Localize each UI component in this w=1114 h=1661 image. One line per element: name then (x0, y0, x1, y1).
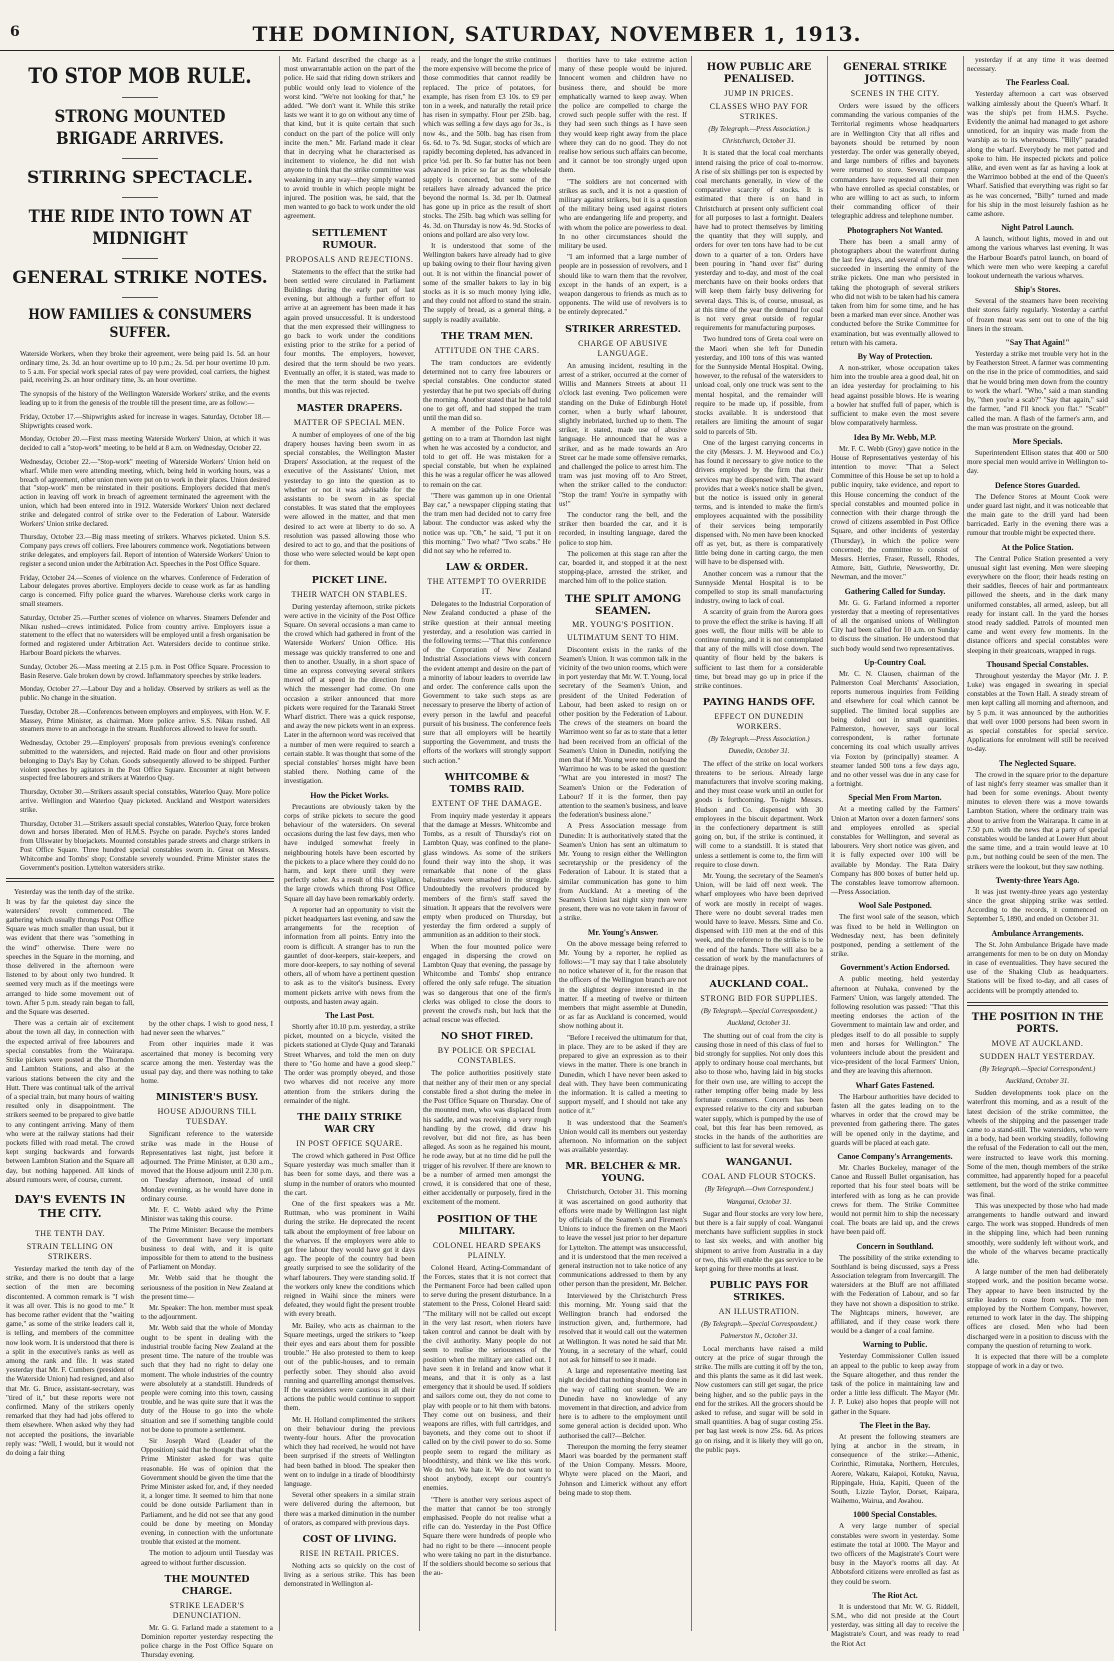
synopsis-entry: Tuesday, October 28.—Conferences between employers and employees, with Hon. W. F. Massey, Prime Minister, as chairman. More police arrive. S.S. Nikau rushed. All steamers move to an anchorage in the stream. Rushforces allowed to leave for south. (20, 707, 270, 734)
headline: THE RIDE INTO TOWN AT MIDNIGHT (28, 207, 252, 249)
synopsis-entry: Wednesday, October 22.—"Stop-work" meeting of Waterside Workers' Union held on wharf. While men were attending meeting, which, being held in working hours, was a breach of agreement, other union men were put on to work in their places. Union desired that "stop-work" men be reinstated in their positions. Employers decided that men's action in leaving off work in breach of agreement terminated the agreement with the union, which had been entered into in 1912. Waterside Workers' Union next declared strike and delegated control of strike over to the Federation of Labour. Waterside Workers' Union strike declared. (20, 457, 270, 528)
article-paragraph: Waterside Workers, when they broke their agreement, were being paid 1s. 5d. an hour ordinary time, 2s. 3d. an hour overtime up to 10 p.m.; 2s. 5d. per hour overtime 10 p.m. to 5 a.m. For special work special rates of pay were provided, coal carriers, the highest paid, receiving 2s. an hour ordinary time, 3s. an hour overtime. (20, 350, 270, 385)
subheading: THE TENTH DAY. (34, 1228, 106, 1238)
article-paragraph: It is understood that Mr. W. G. Riddell, S.M., who did not preside at the Court yesterday, was sitting all day to receive the Magistrate's Court, and was ready to read the Riot Act (831, 1602, 959, 1648)
subheading: SUDDEN HALT YESTERDAY. (979, 1051, 1096, 1061)
column-7 (967, 56, 1108, 1631)
article-paragraph: Yesterday Commissioner Cullen issued an appeal to the public to keep away from the Square altogether, and thus render the task of the police in maintaining law and order a little less difficult. The Mayor (Mr. J. P. Luke) also hopes that people will not gather in the Square. (831, 1352, 959, 1416)
article-paragraph: A public meeting, held yesterday afternoon at Nuhaka, convened by the Farmers' Union, was largely attended. The following resolution was passed: "That this meeting endorses the action of the Government to maintain law and order, and pledges itself to do all possible to supply men and horses for Wellington." The volunteers include about the president and vice-president of the local Farmers' Union, and they are leaving this afternoon. (831, 975, 959, 1076)
subheading: Canoe Company's Arrangements. (837, 1151, 953, 1161)
article-paragraph: A non-striker, whose occupation takes him into the trouble area a good deal, hit on an idea yesterday for proclaiming to his head against possible blows. He is wearing a bowler hat stuffed full of paper, which is sufficient to make even the most severe blow comparatively harmless. (831, 364, 959, 428)
article-paragraph: Several of the steamers have been receiving their stores fairly regularly. Yesterday a cartful of frozen meat was sent out to one of the big liners in the stream. (967, 297, 1108, 333)
synopsis-entry: Monday, October 27.—Labour Day and a holiday. Observed by strikers as well as the public. No change in the situation. (20, 685, 270, 703)
article-paragraph: Christchurch, October 31. This morning it was ascertained on good authority that efforts were made by Wellington last night by officials of the Seamen's and Firemen's Unions to induce the firemen on the Maori to leave the vessel just prior to her departure for Lyttelton. The attempt was unsuccessful, and it is understood that the men received a general instruction not to take notice of any communications addressed to them by any other person than the president, Mr. Belcher. (559, 1188, 687, 1289)
article-paragraph: Discontent exists in the ranks of the Seamen's Union. It was common talk in the vicinity of the two union rooms, which were in port yesterday that Mr. W. T. Young, local secretary of the Seamen's Union, and president of the United Federation of Labour, had been asked to resign on or other position by the Federation of Labour. The crews of the steamers on board the Warrimoo went so far as to state that a letter had been received from an official of the Seamen's Union in Dunedin, notifying the men that if Mr. Young were not on board the Warrimoo he was to be asked the question: "What are you interested in most? The Seamen's Union or the Federation of Labour? If it is the former, then pay attention to the seamen's business, and leave the federation's business alone." (559, 645, 687, 820)
article-paragraph: The effect of the strike on local workers threatens to be serious. Already large manufacturers that involve scoring making, and they must cease work until an outlet for goods is forthcoming. To-night Messrs. Hudson and Co. dispensed with 30 employees in the biscuit department. Work in the confectionery department is still going on, but, if the strike is continued, it will come to a standstill. It is stated that unless a settlement is come to, the firm will require to close down. (695, 759, 823, 869)
subheading: PROPOSALS AND REJECTIONS. (285, 254, 414, 264)
column-rule (827, 56, 828, 1631)
article-paragraph: A large and representative meeting last night decided that nothing should be done in the way of calling out seamen. We are Dunedin have no knowledge of any movement in that direction, and advice from here is to adhere to the employment until some general action is decided upon. Who authorised the call?—Belcher. (559, 1367, 687, 1440)
byline: (By Telegraph.—Own Correspondent.) (704, 1185, 814, 1194)
article-paragraph: At present the following steamers are lying at anchor in the stream, in consequence of the strike:—Athenic, Corinthic, Rimutaka, Northern, Hercules, Aorere, Wakatu, Kaiapoi, Kotuku, Navua, Rippingale, Huia, Kapiti, Queen of the South, Lizzie Taylor, Dorset, Kaipara, Waihemo, Wairua, and Awahou. (831, 1432, 959, 1506)
subheading: ATTITUDE ON THE CARS. (434, 345, 540, 355)
article-paragraph: Interviewed by the Christchurch Press this morning, Mr. Young said that the Wellington branch had endorsed the instruction given, and, furthermore, had resolved that it would call out the watermen at Wellington. It was noted he said that Mr. Young, in a secretary of the wharf, could not ask for himself to see it made. (559, 1291, 687, 1364)
subheading: PAYING HANDS OFF. (702, 697, 816, 709)
article-paragraph: Precautions are obviously taken by the corps of strike pickets to secure the good behaviour of the watersiders. On several occasions during the last few days, men who have indulged somewhat freely in neighbouring hotels have been escorted by the pickets to a place where they could do no harm, and kept there until they were perfectly sober. As a result of this vigilance, the large crowds which throng Post Office Square all day have been remarkably orderly. (284, 802, 415, 903)
synopsis (10, 350, 270, 872)
dateline: Palmerston N., October 31. (720, 1332, 798, 1341)
article-paragraph: One of the largest carrying concerns in the city (Messrs. J. M. Heywood and Co.) has found it necessary to give notice to the drivers employed by the firm that their services may be dispensed with. The award provides that a week's notice shall be given, but the notice is issued only in general terms, and is intended to make the firm's employees acquainted with the possibility of their services being temporarily dispensed with. No men have been knocked off as yet, but, as there is comparatively little being done in carting cargo, the men will have to be dispensed with. (695, 438, 823, 567)
synopsis-entry: Thursday, October 30.—Strikers assault special constables, Waterloo Quay. More police arrive. Wellington and Waterloo Quay picketed. Auckland and Westport watersiders strike. (20, 788, 270, 814)
article-paragraph: by the other chaps. I wish to good ness, I had never seen the wharves." (141, 1020, 273, 1038)
article-paragraph: A launch, without lights, moved in and out among the various wharves last evening. It was the Harbour Board's patrol launch, on board of which were men who were keeping a careful lookout underneath the various wharves. (967, 235, 1108, 281)
subheading: The Riot Act. (872, 1590, 918, 1600)
subheading: MR. BELCHER & MR. YOUNG. (565, 1161, 681, 1185)
article-paragraph: The Defence Stores at Mount Cook were under guard last night, and it was noticeable that the main gate to the drill yard had been barricaded. Early in the evening there was a rumour that trouble might be expected there. (967, 492, 1108, 538)
article-paragraph: A number of employees of one of the big drapery houses having been sworn in as special constables, the Wellington Master Drapers' Association, at the request of the executive of the Assistants' Union, met yesterday to go into the question as to whether or not it was advisable for the assistants to be sworn in as special constables. It was stated that the employees were allowed in the matter, and that men desired to act were at liberty to do so. A resolution was passed allowing those who desired to act to go, and that the positions of those who were selected would be kept open for them. (284, 430, 415, 568)
article-paragraph: Local merchants have raised a mild outcry at the price of sugar through the strike. The mills are cutting it off by the ton, and this plants the same as it did last week. Now customers can still get sugar, the price being higher, and so the public pays in the end for the strikes. All the grocers should be asked to refuse, and sugar will be sold in small quantities. A bag of sugar costing 25s. per bag last week is now 25s. 6d. As prices go on rising, and it is likely they will go on, the public pays. (695, 1344, 823, 1454)
byline: (By Telegraph.—Press Association.) (708, 735, 810, 744)
subheading: "Say That Again!" (1005, 338, 1070, 348)
article-paragraph: The Prime Minister: Because the members of the Government have very important business to deal with, and it is quite impossible for them to attend to the business of Parliament on Monday. (141, 1226, 273, 1272)
subheading: At the Police Station. (1001, 542, 1074, 552)
subheading: STRONG BID FOR SUPPLIES. (700, 994, 818, 1004)
article-paragraph: "The soldiers are not concerned with strikes as such, and it is not a question of military against strikers, but it is a question of the military being used against rioters who are endangering life and property, and with whom the police are powerless to deal. In no other circumstances should the military be used. (559, 177, 687, 251)
divider (122, 197, 158, 198)
divider (6, 878, 274, 882)
article-paragraph: Mr. Farland described the charge as a most unwarrantable action on the part of the police. He said that riding down strikers and public would only lead to violence of the worst kind. "We're not looking for that," he added. "We don't want it. While this strike lasts we want it to go on without any time of that kind, but it is quite certain that such conduct on the part of the police will only incite the men." Mr. Farland made it clear that in decrying what he characterised as incitement to violence, he did not wish anyone to think that the strike committee was weakening in any way—they simply wanted to avoid trouble in which people might be injured. The position was, he said, that the men wanted to go back to work under the old agreement. (284, 56, 415, 221)
newspaper-title: THE DOMINION, SATURDAY, NOVEMBER 1, 1913. (252, 22, 862, 46)
subheading: THE ATTEMPT TO OVERRIDE IT. (427, 577, 547, 597)
article-paragraph: Thereupon the morning the ferry steamer Maori was boarded by the permanent staff of the Union Company. Messrs. Moore, Whyte were placed on the Maori, and Johnson and Limerick without any effort being made to stop them. (559, 1442, 687, 1497)
headline: HOW PUBLIC ARE PENALISED. (706, 62, 812, 85)
subheading: COST OF LIVING. (302, 1534, 397, 1546)
article-paragraph: The motion to adjourn until Tuesday was agreed to without further discussion. (141, 1549, 273, 1567)
article-paragraph: A very large number of special constables were sworn in yesterday. Some estimate the total at 1000. The Mayor and two officers of the Magistrate's Court were busy in the Mayor's rooms all day. At Abbotsford citizens were enrolled as fast as they could be sworn. (831, 1522, 959, 1586)
article-paragraph: Mr. F. C. Webb asked why the Prime Minister was taking this course. (141, 1206, 273, 1224)
article-paragraph: Several other speakers in a similar strain were delivered during the afternoon, but there was a marked diminution in the number of orators, as compared with previous days. (284, 1491, 415, 1527)
article-paragraph: Yesterday marked the tenth day of the strike, and there is no doubt that a large section of the men are becoming discontented. A common remark is "I wish it was all over. This is no good to me." It has become rather evident that the "waiting game," as some of the strike leaders call it, is telling, and members of the committee now look worn. It is understood that there is a split in the executive's ranks as well as among the rank and file. It was stated yesterday that Mr. F. Cumbers (president of the Waterside Union) had resigned, and also that Mr. G. Bruce, assistant-secretary, was "tired of it," but these reports were not confirmed. Many of the strikers openly remarked that they had had jobs offered to them elsewhere. When asked why they had not accepted the positions, the invariable reply was: "Well, I would, but it would not do doing a fair thing (6, 1264, 134, 1457)
dateline: Auckland, October 31. (727, 1019, 791, 1028)
subheading: The Fearless Coal. (1005, 78, 1070, 88)
article-paragraph: It is stated that the local coal merchants intend raising the price of coal to-morrow. A rise of six shillings per ton is expected by coal merchants generally, in view of the comparative scarcity of stocks. It is estimated that there is on hand in Christchurch at present only sufficient coal for all purposes to last a fortnight. Dealers have had to protect themselves by limiting the quantity that they will supply, and orders for over ten tons have had to be cut down to a quarter of a ton. Orders have been pouring in "hand over fist" during yesterday and to-day, and most of the coal merchants have on their books orders that will keep them fairly busy delivering for several days. This is, of course, unusual, as at this time of the year the demand for coal is not very great outside of regular requirements for manufacturing purposes. (695, 149, 823, 333)
article-paragraph: Significant reference to the waterside strike was made in the House of Representatives last night, just before it adjourned. The Prime Minister, at 0.30 a.m., moved that the House adjourn until 2.30 p.m. on Tuesday afternoon, instead of until Monday evening, as he would have done in ordinary course. (141, 1130, 273, 1203)
subheading: 1000 Special Constables. (853, 1510, 937, 1520)
subheading: Ambulance Arrangements. (991, 928, 1084, 938)
subheading: STRIKER ARRESTED. (565, 323, 681, 335)
article-paragraph: During yesterday afternoon, strike pickets were active in the vicinity of the Post Office Square. On several occasions a man came to the crowd which had gathered in front of the Waterside Workers' Union Office. His message was quickly transferred to one and then to another. Usually, in a short space of time an express conveying several strikers moved off at speed in the direction from which the messenger had come. On one occasion a striker announced that more pickets were required for the Taranaki Street Wharf district. There was a quick response, and away the new pickets went in an express. Later in the afternoon word was received that a number of men were required to search a certain stable. It was thought that some of the special constables' horses might have been stabled there. Nothing came of the investigation. (284, 602, 415, 786)
article-paragraph: thorities have to take extreme action many of these people would be injured. Innocent women and children have no business there, and should be more emphatically warned to keep away. When the police are compelled to charge the crowd such people suffer with the rest. If they had seen such things as I have seen they would keep right away from the place where they can do no good. They do not realise how serious such affairs can become, and it cannot be too strongly urged upon them. (559, 56, 687, 175)
subheading: How the Picket Works. (310, 790, 389, 800)
subheading: The Neglected Square. (999, 758, 1076, 768)
divider (122, 258, 158, 259)
divider (122, 158, 158, 159)
subheading: THE DAILY STRIKE WAR CRY (297, 1111, 402, 1135)
article-paragraph: One of the first speakers was a Mr. Ruttman, who was prominent in Waihi during the strike. He deprecated the recent talk about the employment of free labour on the wharves. If the employers were able to get free labour they would have got it days ago. The people of the country had been greatly surprised to see the solidarity of the wharf labourers. They were standing solid. If the workers only knew the conditions which reigned in Waihi since the miners were defeated, they would fight the present trouble with every breath. (284, 1199, 415, 1319)
column-6 (831, 56, 959, 1648)
byline: (By Telegraph.—Press Association.) (708, 125, 810, 133)
subheading: Government's Action Endorsed. (840, 963, 950, 973)
subheading: THE TRAM MEN. (441, 330, 533, 342)
column-rule (963, 56, 964, 1631)
article-paragraph: "There is another very serious aspect of the matter that cannot be too strongly emphasised. People do not realise what a rifle can do. Yesterday in the Post Office Square there were hundreds of people who had no right to be there —innocent people who were taking no part in the disturbance. If the soldiers should become so serious that the au- (423, 1495, 551, 1578)
subheading: THE SPLIT AMONG SEAMEN. (564, 592, 682, 617)
subheading: Gathering Called for Sunday. (844, 586, 946, 596)
subheading: POSITION OF THE MILITARY. (436, 1213, 538, 1237)
subheading: JUMP IN PRICES. (724, 89, 794, 98)
article-paragraph: On the above message being referred to Mr. Young by a reporter, he replied as follows:—"I may say that I take absolutely no notice whatever of it, for the reason that the officers of the Wellington branch are not in the slightest degree interested in the matter. If a meeting of twelve or thirteen members that might assemble at Dunedin, or as far as Auckland is concerned, would show nothing about it. (559, 939, 687, 1031)
subheading: More Specials. (1012, 436, 1063, 446)
subheading: Concern in Southland. (856, 1241, 934, 1251)
subheading: The Fleet in the Bay. (859, 1420, 931, 1430)
byline: (By Telegraph.—Special Correspondent.) (979, 1064, 1096, 1073)
column-1-right (141, 1020, 273, 1660)
article-paragraph: The conductor rang the bell, and the striker then boarded the car, and it is recorded, in insulting language, dared the police to stop him. (559, 510, 687, 547)
article-paragraph: Mr. Webb said that he thought the seriousness of the position in New Zealand at the present time— (141, 1274, 273, 1301)
synopsis-entry: Sunday, October 26.—Mass meeting at 2.15 p.m. in Post Office Square. Procession to Basin Reserve. Gale broken down by crowd. Inflammatory speeches by strike leaders. (20, 662, 270, 680)
article-paragraph: The policemen at this stage ran after the car, boarded it, and stopped it at the next stopping-place, arrested the striker, and marched him off to the police station. (559, 549, 687, 586)
headline: STIRRING SPECTACLE. (27, 168, 253, 188)
article-paragraph: It was understood that the Seamen's Union would call its members out yesterday afternoon. No information on the subject was available yesterday. (559, 1118, 687, 1155)
subheading: AN ILLUSTRATION. (718, 1307, 800, 1317)
article-paragraph: yesterday if at any time it was deemed necessary. (967, 56, 1108, 74)
subheading: LAW & ORDER. (445, 562, 529, 574)
article-paragraph: Yesterday was the tenth day of the strike. It was by far the quietest day since the watersiders' revolt commenced. The gathering which usually throngs Post Office Square was much smaller than usual, but it was evident that there was "something in the wind" otherwise. There were no speeches in the Square in the morning, and those delivered in the afternoon were listened to by about only two hundred. It seemed very much as if the meetings were arranged to hide some movement out of town. After 5 p.m. steady rain began to fall, and the Square was deserted. (6, 888, 134, 1017)
subheading: Ship's Stores. (1014, 285, 1061, 295)
article-paragraph: Sudden developments took place on the waterfront this morning, and as a result of the latest decision of the strike committee, the wheels of the shipping and the passenger trade came to a stand-still. The watersiders, who were in a body, had been working steadily, following the refusal of the Federation to call out the men, were instructed to leave work this morning. Some of the men, though members of the strike committee, had apparently hoped for a peaceful settlement, but the word of the strike committee was final. (967, 1089, 1108, 1199)
article-paragraph: The synopsis of the history of the Wellington Waterside Workers' strike, and the events leading up to it from the genesis of the trouble till the present time, are as follow:— (20, 390, 270, 407)
article-paragraph: Statements to the effect that the strike had been settled were circulated in Parliament Buildings during the early part of last evening, but although a further effort to arrive at an agreement has been made it has again proved unsuccessful. It is understood that the men expressed their willingness to go back to work under the conditions existing prior to the strike for a period of four months. The employers, however, desired that the term should be two years. Eventually an offer, it is stated, was made to the men that the term should be twelve months, but this was rejected. (284, 267, 415, 396)
dateline: Dunedin, October 31. (728, 747, 790, 756)
article-paragraph: Mr. Young, the secretary of the Seamen's Union, will be laid off next week. The wharf employees who have been deprived of work are mostly in receipt of wages. There were no doubt several trades men would have to leave. Messrs. Sime and Co. dispensed with 110 men at the end of this week, and the reference to the strike is to be the end of the hands. There will also be a cessation of work by the manufacturers of the drainage pipes. (695, 872, 823, 973)
article-paragraph: Shortly after 10.10 p.m. yesterday, a strike picket, mounted on a bicycle, visited the pickets stationed at Clyde Quay and Taranaki Street Wharves, and told the men on duty there to "Go home and have a good sleep." The order was promptly obeyed, and those two wharves did not receive any more attention from the strikers during the remainder of the night. (284, 1023, 415, 1105)
subheading: BY POLICE OR SPECIAL CONSTABLES. (437, 1046, 537, 1066)
subheading: STRAIN TELLING ON STRIKERS. (26, 1241, 114, 1261)
headline: DAY'S EVENTS IN THE CITY. (14, 1192, 126, 1220)
divider (122, 297, 158, 298)
headline: GENERAL STRIKE NOTES. (12, 268, 268, 288)
article-paragraph: The St. John Ambulance Brigade have made arrangements for men to be on duty on Monday in case of eventualities. They have secured the use of the Shaking Club as headquarters. Stations will be fixed to-day, and all cases of accidents will be promptly attended to. (967, 940, 1108, 995)
article-paragraph: Sir Joseph Ward (Leader of the Opposition) said that he thought that what the Prime Minister asked for was quite reasonable. He was of opinion that the Government should be given the time that the Prime Minister asked for, and, if they needed it, a longer time. It seemed to him that none could be done outside Parliament than in Parliament, and he did not see that any good could be done by meeting on Monday evening, in connection with the unfortunate trouble that existed at the moment. (141, 1436, 273, 1547)
synopsis-entry: Wednesday, October 29.—Employers' proposals from previous evening's conference submitted to the watersiders, and rejected. Raid made on flour and other provisions belonging to Day's Bay by Cohan. Goods subsequently allowed to be shipped. Further violent speeches by agitators in the Post Office Square. Encounter at night between suspected free labourers and strikers at Waterloo Quay. (20, 739, 270, 783)
article-paragraph: This was unexpected by those who had made arrangements to handle outward and inward cargo. The work was stopped. Hundreds of men in the shipping line, which had been running smoothly, were suddenly left without work, and the whole of the wharves became practically idle. (967, 1201, 1108, 1265)
article-paragraph: There has been a small army of photographers about the waterfront during the last few days, and several of them have succeeded in inserting the enmity of the strike pickets. One man who persisted in taking the photograph of several strikers who did not wish to be taken had his camera taken from him for some time, and he has been a marked man ever since. Another was conducted before the Strike Committee for examination, but was eventually allowed to return with his camera. (831, 237, 959, 347)
subheading: EFFECT ON DUNEDIN WORKERS. (714, 712, 804, 732)
article-paragraph: Another concern was a rumour that the Sunnyside Mental Hospital is to be compelled to stop its small manufacturing industry, owing to lack of coal. (695, 569, 823, 606)
subheading: Wharf Gates Fastened. (855, 1080, 935, 1090)
column-rule (419, 56, 420, 1631)
subheading: WHITCOMBE & TOMBS RAID. (444, 771, 530, 795)
headline: HOW FAMILIES & CONSUMERS SUFFER. (28, 307, 252, 341)
article-paragraph: Mr. H. Holland complimented the strikers on their behaviour during the previous twenty-four hours. After the provocation which they had received, he would not have been surprised if the streets of Wellington had been bathed in blood. The speaker then went on to indulge in a tirade of bloodthirsty language. (284, 1415, 415, 1489)
article-paragraph: A member of the Police Force was getting on to a tram at Thorndon last night when he was accosted by a conductor, and told to get off. He was mistaken for a special constable, but when he explained this he was a regular officer he was allowed to remain on the car. (423, 425, 551, 489)
subheading: COLONEL HEARD SPEAKS PLAINLY. (432, 1240, 542, 1260)
article-paragraph: Mr. Charles Buckeley, manager of the Canoe and Russell Bullet organisation, has reported that his four steel boats will be interfered with as long as he can provide crews for them. The Strike Committee would not permit him to ship the necessary coal. The boats are laid up, and the crews have been paid off. (831, 1163, 959, 1237)
article-paragraph: Mr. F. C. Webb (Grey) gave notice in the House of Representatives yesterday of his intention to move: "That a Select Committee of this House be set up to hold a public inquiry, take evidence, and report to this House concerning the conduct of the special constables and mounted police in connection with their charge through the crowd of citizens assembled in Post Office Square, and other incidents of yesterday (Thursday), in which the police were concerned; the committee to consist of Messrs. Herries, Fraser, Russell, Rhodes, Atmore, Isitt, Guthrie, Newsworthy, Dr. Newman, and the mover." (831, 444, 959, 582)
subheading: Idea By Mr. Webb, M.P. (853, 432, 937, 442)
article-paragraph: Mr. Speaker: The hon. member must speak to the adjournment. (141, 1304, 273, 1322)
column-rule (555, 56, 556, 1631)
subheading: Mr. Young's Answer. (587, 927, 659, 937)
article-paragraph: "There was gammon up in one Oriental Bay car," a newspaper clipping stating that the tram men had decided not to carry free labour. The conductor was asked why the notice was up. "Oh," he said, "I put it on this morning." Two what? "Two scabs." He did not say who he referred to. (423, 491, 551, 555)
byline: (By Telegraph.—Special Correspondent.) (701, 1007, 817, 1016)
article-paragraph: "I am informed that a large number of people are in possession of revolvers, and I should like to warn them that the revolver, except in the hands of an expert, is a weapon dangerous to friends as much as to opponents. The wild use of revolvers is to be entirely deprecated." (559, 253, 687, 317)
column-5 (695, 56, 823, 1631)
article-paragraph: Orders were issued by the officers commanding the various companies of the Territorial regiments whose headquarters are in Wellington City that all rifles and bayonets should be returned by noon yesterday. The order was generally obeyed, and large numbers of rifles and bayonets were returned to store. Several company commanders have requested all their men who have enrolled as special constables, or who are willing to act as such, to inform their commanding officer of their telegraphic address and telephone number. (831, 102, 959, 221)
column-rule (279, 56, 280, 1631)
article-paragraph: From other inquiries made it was ascertained that money is becoming very scarce among the men. Yesterday was the usual pay day, and there was nothing to take home. (141, 1040, 273, 1086)
subheading: Thousand Special Constables. (986, 659, 1089, 669)
subheading: CHARGE OF ABUSIVE LANGUAGE. (578, 338, 668, 358)
dateline: Wanganui, October 31. (726, 1197, 792, 1206)
subheading: EXTENT OF THE DAMAGE. (431, 798, 543, 808)
subheading: MINISTER'S BUSY. (155, 1092, 259, 1104)
divider (122, 97, 158, 98)
article-paragraph: The tram conductors are evidently determined not to carry free labourers or special constables. One conductor stated yesterday that he put two specials off during the morning. Another stated that he had told one to get off, and had stopped the tram until the man did so. (423, 358, 551, 423)
article-paragraph: Sugar and flour stocks are very low here, but there is a fair supply of coal. Wanganui merchants have sufficient supplies in stock to last six weeks, and with another big shipment to arrive from Australia in a day or two, this will enable the gas service to be kept going for three months at least. (695, 1209, 823, 1273)
column-3 (423, 56, 551, 1631)
subheading: Photographers Not Wanted. (847, 225, 943, 235)
article-paragraph: The crowd in the square prior to the departure of last night's ferry steamer was smaller than it had been for some evenings. About twenty minutes to eleven there was a move towards Lambton Station, where the ordinary train was about to arrive from the Wairarapa. It came in at 7.50 p.m. with the news that a party of special constables would be landed at Lower Hutt about the same time, and a train would leave at 10 p.m., but nothing could be seen of the men. The strikers were the lookout, but they saw nothing. (967, 770, 1108, 871)
article-paragraph: It is expected that there will be a complete stoppage of work in a day or two. (967, 1352, 1108, 1371)
subheading: STRIKE LEADER'S DENUNCIATION. (169, 1600, 245, 1620)
subheading: Defence Stores Guarded. (995, 480, 1080, 490)
synopsis-entry: Thursday, October 23.—Big mass meeting of strikers. Wharves picketed. Union S.S. Company pays crews off colliers. Free labourers commence work. Negotiations between strike delegates, and employers fail. Report of intention of Waterside Workers' Union to register a second union under the Arbitration Act. Speeches in the Post Office Square. (20, 533, 270, 568)
subheading: ULTIMATUM SENT TO HIM. (566, 632, 680, 642)
article-paragraph: It was just twenty-three years ago yesterday since the great shipping strike was settled. According to the records, it commenced on September 5, 1890, and ended on October 31. (967, 887, 1108, 924)
subheading: MATTER OF SPECIAL MEN. (293, 417, 406, 427)
article-paragraph: The Harbour authorities have decided to fasten all the gates leading on to the wharves in order that the crowd may be prevented from gathering there. The gates will be opened only in the daytime, and guards will be placed at each gate. (831, 1092, 959, 1147)
article-paragraph: Yesterday afternoon a cart was observed walking aimlessly about the Queen's Wharf. It was the ship's pet from H.M.S. Psyche. Evidently the animal had managed to get ashore unnoticed, for an inquiry was made from the warship as to its whereabouts. "Billy" paraded along the wharf. Everybody he met patted and spoke to him. He inspected pickets and police alike, and even went as far as having a look at the Warrimoo bobbed at the end of the Queen's Wharf. Satisfied that everything was right so far as he was concerned, "Billy" turned and made for his ship in the most leisurely fashion as he came ashore. (967, 90, 1108, 219)
article-paragraph: Mr. Bailey, who acts as chairman to the Square meetings, urged the strikers to "keep their eyes and ears about them for possible trouble." He also protested to them to keep out of the public-houses, and to remain perfectly sober. They should also avoid running and quarrelling amongst themselves. If the watersiders were cautious in all their actions the public would continue to support them. (284, 1321, 415, 1413)
article-paragraph: "Before I received the ultimatum for that, in place. They are to be asked if they are prepared to give an expression as to their views in the matter. There is one branch in Dunedin, which I have never been asked to deal with. They have been communicating the information. It is called a meeting to support myself, and I should not take any notice of it." (559, 1033, 687, 1116)
column-rule (691, 56, 692, 1631)
synopsis-entry: Thursday, October 31.—Strikers assault special constables, Waterloo Quay, force broken down and horses liberated. Men of H.M.S. Psyche on parade. Psyche's stores landed from Ullswater by bluejackets. Mounted constables parade streets and charge strikers in Post Office Square. Three hundred special constables sworn in. Great on Messrs. Whitcombe and Tombs' shop; Constable severely wounded. Prime Minister states the Government's position. Lyttelton watersiders strike. (20, 819, 270, 872)
subheading: Warning to Public. (862, 1340, 928, 1350)
subheading: THE MOUNTED CHARGE. (164, 1573, 250, 1597)
article-paragraph: Throughout yesterday the Mayor (Mr. J. P. Luke) was engaged in swearing in special constables at the Town Hall. A steady stream of men kept calling all morning and afternoon, and by 5 p.m. it was announced by the authorities that well over 1000 persons had been sworn in as special constables for special service. Applications for enrolment will still be received to-day. (967, 671, 1108, 754)
subheading: Up-Country Coal. (864, 657, 926, 667)
subheading: PICKET LINE. (311, 574, 388, 586)
subheading: MR. YOUNG'S POSITION. (572, 619, 674, 629)
synopsis-entry: Monday, October 20.—First mass meeting Waterside Workers' Union, at which it was decided to call a "stop-work" meeting, to be held at 8 a.m. on Wednesday, October 22. (20, 435, 270, 453)
dateline: Christchurch, October 31. (722, 137, 796, 146)
divider (967, 1002, 1108, 1006)
article-paragraph: The crowd which gathered in Post Office Square yesterday was much smaller than it has been for some days, and there was a slump in the number of orators who mounted the cart. (284, 1151, 415, 1197)
subheading: SETTLEMENT RUMOUR. (311, 227, 388, 251)
subheading: Twenty-three Years Ago. (995, 875, 1080, 885)
headline: STRONG MOUNTED BRIGADE ARRIVES. (54, 107, 226, 149)
article-paragraph: Two hundred tons of Greta coal were on the Maori when she left for Dunedin yesterday, and 100 tons of this was wanted for the Sunnyside Mental Hospital. Owing, however, to the refusal of the watersiders to unload coal, only one truck was sent to the mental hospital, and the remainder will require to be made up, if possible, from stocks available. It is understood that retailers are limiting the amount of sugar sold to parcels of 5lb. (695, 335, 823, 436)
subheading: COAL AND FLOUR STOCKS. (701, 1172, 817, 1182)
column-4 (559, 56, 687, 1631)
article-paragraph: The shutting out of coal from the city is causing those in need of this class of fuel to bid strongly for supplies. Not only does this apply to ordinary house coal merchants, but also to those who, having laid in big stocks for their own use, are willing to accept the rather tempting offer being made by less fortunate consumers. Concern has been expressed relative to the city and suburban water supply, which is pumped by the use of coal, but this fear has been removed, as stocks in the hands of the authorities are sufficient to last for several weeks. (695, 1031, 823, 1151)
subheading: RISE IN RETAIL PRICES. (299, 1549, 400, 1559)
article-paragraph: A large number of the men had deliberately stopped work, and the position became worse. They appear to have been instructed by the strike leaders to cease from work. The men employed by the Northern Company, however, returned to work later in the day. The shipping offices are closed. Men who had been discharged were in a position to discuss with the company the question of returning to work. (967, 1268, 1108, 1350)
article-paragraph: Mr. G. G. Farland made a statement to a Dominion reporter yesterday respecting the police charge in the Post Office Square on Thursday evening. (141, 1623, 273, 1660)
headline: AUCKLAND COAL. (709, 979, 809, 991)
article-paragraph: A scarcity of grain from the Aurora goes to prove the effect the strike is having. If all goes well, the flour mills will be able to continue running, and it is not contemplated that any of the mills will close down. The quantity of flour held by the bakers is sufficient to last them for a considerable time, but bread may go up in price if the strike continues. (695, 608, 823, 690)
synopsis-entry: Friday, October 17.—Shipwrights asked for increase in wages. Saturday, October 18.—Shipwrights ceased work. (20, 412, 270, 430)
article-paragraph: The first wool sale of the season, which was fixed to be held in Wellington on Wednesday next, has been definitely postponed, pending a settlement of the strike. (831, 913, 959, 959)
synopsis-entry: Saturday, October 25.—Further scenes of violence on wharves. Steamers Defender and Nikau rushed—crews intimidated. Police from country arrive. Employers issue a statement to the effect that no watersiders will be employed until a fresh organisation be formed and registered under Arbitration Act. Watersiders decide to continue strike. Harbour Board pickets the wharves. (20, 613, 270, 657)
headline: WANGANUI. (725, 1157, 793, 1169)
subheading: NO SHOT FIRED. (440, 1031, 534, 1043)
page-number: 6 (10, 24, 20, 40)
article-paragraph: Mr. G. G. Farland informed a reporter yesterday that a meeting of representatives of all the organised unions of Wellington City had been called for 10 a.m. on Sunday to discuss the situation. He understood that such body would send two representatives. (831, 598, 959, 653)
article-paragraph: At a meeting called by the Farmers' Union at Marton over a dozen farmers' sons and employees enrolled as special constables for Wellington, and several as labourers. Very short notice was given, and it is fully expected over 100 will be available by Monday. The Rata Dairy Company has 800 boxes of butter held up. The constables leave tomorrow afternoon.—Press Association. (831, 805, 959, 897)
subheading: MASTER DRAPERS. (296, 402, 403, 414)
masthead (0, 22, 1114, 51)
article-paragraph: Mr. Webb said that the whole of Monday ought to be spent in dealing with the industrial trouble facing New Zealand at the present time. The nature of the trouble was such that they had no right to delay one moment. The whole industries of the country were absolutely at a standstill. Hundreds of people were coming into this town, causing trouble, and he was quite sure that it was the duty of the House to go into the whole situation and see if something tangible could not be done to promote a settlement. (141, 1324, 273, 1434)
article-paragraph: There was a certain air of excitement about the town all day, in connection with the expected arrival of free labourers and special constables from the Wairarapa. Strike pickets were posted at the Thorndon and Lambton Stations, and also at the various stations between the city and the Hutt. There was continual talk of the arrival of a special train, but many hours of waiting resulted only in disappointment. The strikers seemed to be prepared to give battle to any contingent arriving. Many of them who were at the railway stations had their pockets filled with road metal. The crowd kept surging backwards and forwards between Lambton Station and the Square all day, but nothing happened. All kinds of absurd rumours were, of course, current. (6, 1019, 134, 1184)
article-paragraph: A Press Association message from Dunedin: It is authoritatively stated that the Seamen's Union has sent an ultimatum to Mr. Young to resign either the Wellington secretaryship or the presidency of the Federation of Labour. It is stated that a similar communication has gone to him from Auckland. At a meeting of the Seamen's Union last night sixty men were present, there was no vote taken in favour of a strike. (559, 822, 687, 923)
synopsis-entry: Friday, October 24.—Scenes of violence on the wharves. Conference of Federation of Labour delegates proves abortive. Employers decide to cease work as far as handling cargo is concerned. Fifty police guard the wharves. Warehouse clerks work cargo in small steamers. (20, 573, 270, 608)
subheading: IN POST OFFICE SQUARE. (296, 1138, 403, 1148)
dateline: Auckland, October 31. (1005, 1077, 1070, 1086)
article-paragraph: When the four mounted police were engaged in dispersing the crowd on Lambton Quay that evening, the passage by Whitcombe and Tombs' shop entrance offered the only safe refuge. The situation was so dangerous that one of the firm's clerks was obliged to close the doors to prevent the crowd's rush, but luck that the actual rescue was effected. (423, 942, 551, 1025)
subheading: Night Patrol Launch. (1001, 223, 1074, 233)
subheading: CLASSES WHO PAY FOR STRIKES. (709, 102, 809, 121)
article-paragraph: It is understood that some of the Wellington bakers have already had to give up baking owing to their flour having given out. It is not within the financial power of some of the smaller bakers to lay in big stocks as it is so much money lying idle, and they could not afford to stand the strain. The supply of bread, as a general thing, a supply is readily available. (423, 242, 551, 324)
subheading: THEIR WATCH ON STABLES. (291, 589, 408, 599)
article-paragraph: The possibility of the strike extending to Southland is being discussed, says a Press Association telegram from Invercargill. The watersiders at the Bluff are not affiliated with the Federation of Labour, and so far they have not shown a disposition to strike. The Nightcaps miners, however, are affiliated, and if they cease work there would be a danger of a coal famine. (831, 1253, 959, 1336)
subheading: Special Men From Marton. (848, 793, 942, 803)
headline: TO STOP MOB RULE. (28, 63, 252, 88)
subheading: Wool Sale Postponed. (858, 901, 932, 911)
article-paragraph: From inquiry made yesterday it appears that the damage at Messrs. Whitcombe and Tombs, as a result of Thursday's riot on Lambton Quay, was confined to the plane-glass windows. As some of the strikers found their way into the shop, it was remarkable that none of the glass balustrades were smashed in the struggle. Undoubtedly the revolvers produced by members of the firm's staff saved the situation. It appears that the revolvers were empty when produced on Thursday, but yesterday the firm ordered a supply of ammunition as an addition to their stock. (423, 811, 551, 940)
article-paragraph: A reporter had an opportunity to visit the picket headquarters last evening, and saw the arrangements for the reception of information from all points. Entry into the room is difficult. A stranger has to run the gauntlet of door-keepers, stair-keepers, and more door-keepers, to say nothing of several others, all of whom have a pertinent question to ask as to the visitor's business. Every moment pickets arrive with news from the outposts, and hasten away again. (284, 905, 415, 1006)
article-paragraph: Superintendent Ellison states that 400 or 500 more special men would arrive in Wellington to-day. (967, 448, 1108, 476)
column-2 (284, 56, 415, 1631)
article-paragraph: Yesterday a strike met trouble very hot in the by Featherston Street. A farmer was commenting on the rise in the price of commodities, and said that he would bring men down from the country to work the wharf. "Who," said a man standing by, "then you're a scab?" "Say that again," said the farmer, "and I'll knock you flat." "Scab!" called the man. A flash of the farmer's arm, and the man was prostrate on the ground. (967, 350, 1108, 432)
article-paragraph: ready, and the longer the strike continues the more expensive will become the price of those commodities that cannot readily be replaced. The price of potatoes, for example, has risen from £3 10s. to £9 per ton in a week, and naturally the retail price has risen in sympathy. Flour per 25lb. bag, which was selling a few days ago for 3s., is now 4s., and the 50lb. bag has risen from 6s. 6d. to 7s. 9d. Sugar, stocks of which are rapidly becoming depleted, has advanced in price ½d. per lb. So far butter has not been advanced in price so far as the wholesale supply is concerned, but some of the retailers have already advanced the price beyond the normal 1s. 3d. per lb. Oatmeal has gone up in price as the result of short stocks. The 25lb. bag which was selling for 4s. 3d. on Thursday is now 4s. 9d. Stocks of onions and pollard are also very low. (423, 56, 551, 239)
article-paragraph: The Central Police Station presented a very unusual sight last evening. Men were sleeping everywhere on the floor; their heads resting on their saddles, fleeces of hair and portmanteaux pillowed the sheets, and in the dark many uniformed constables, all armed, asleep, but all ready for instant call. In the yard the horses stood ready saddled. Patrols of mounted men came and went every few moments. In the distance officers and special constables were sleeping in their greatcoats, wrapped in rugs. (967, 554, 1108, 655)
headline: PUBLIC PAYS FOR STRIKES. (709, 1280, 809, 1304)
article-paragraph: The police authorities positively state that neither any of their men or any special constable fired a shot during the melee in the Post Office Square on Thursday. One of the mounted men, who was displaced from his saddle, and was receiving a very rough handling by the crowd, did draw his revolver, but did not fire, as has been alleged. As soon as he regained his mount, he rode away, but at no time did he pull the trigger of his revolver. If there are known to be a number of armed men amongst the crowd, it is considered that one of these, either accidentally or purposely, fired in the excitement of the moment. (423, 1069, 551, 1207)
subheading: MOVE AT AUCKLAND. (991, 1038, 1084, 1048)
subcolumn-left (6, 888, 134, 1460)
headline: GENERAL STRIKE JOTTINGS. (843, 62, 947, 85)
article-paragraph: An amusing incident, resulting in the arrest of a striker, occurred at the corner of Willis and Manners Streets at about 11 o'clock last evening. Two policemen were standing on the Duke of Edinburgh Hotel corner, when a burly wharf labourer, slightly inebriated, lurched up to them. The striker, it stated, made use of abusive language. He announced that he was a striker, and as he made towards an Aro Street car he made some offensive remarks, and challenged the police to arrest him. The tram was just moving off to Aro Street, when the striker called to the conductor: "Stop the tram! You're in sympathy with us!" (559, 361, 687, 508)
subheading: HOUSE ADJOURNS TILL TUESDAY. (157, 1107, 257, 1127)
subheading: SCENES IN THE CITY. (850, 89, 940, 98)
headline: THE POSITION IN THE PORTS. (971, 1011, 1104, 1035)
article-paragraph: Mr. C. N. Clausen, chairman of the Palmerston Coal Merchants' Association, reports numerous inquiries from Feilding and elsewhere for coal which cannot be supplied. The limited local supplies are being doled out in small quantities. Palmerston, however, says our local correspondent, is rather fortunate concerning its coal which usually arrives via Foxton by (principally) steamer. A steamer landed 500 tons a few days ago, and no other vessel was due in any case for a fortnight. (831, 669, 959, 789)
subheading: By Way of Protection. (857, 352, 933, 362)
byline: (By Telegraph.—Special Correspondent.) (701, 1320, 817, 1329)
subheading: The Last Post. (324, 1011, 375, 1021)
article-paragraph: Delegates to the Industrial Corporation of New Zealand conducted a phase of the strike question at their annual meeting yesterday, and a resolution was carried in the following terms:—"That this conference of the Corporation of New Zealand Industrial Associations views with concern the evident attempt and desire on the part of a minority of labour leaders to override law and order. The conference calls upon the Government to take such steps as are necessary to preserve the liberty of action of every person in the lawful and peaceful pursuit of his business. The conference feels sure that all employers will be heartily supporting the Government, and trusts the efforts of the workers will strongly support such action." (423, 600, 551, 765)
article-paragraph: Colonel Heard, Acting-Commandant of the Forces, states that it is not correct that the Permanent Force had been called upon to serve during the present disturbance. In a statement to the Press, Colonel Heard said: "The military will not be called out except in the very last resort, when rioters have taken control and cannot be dealt with by the civil authority. Many people do not seem to realise the seriousness of the position when the military are called out. I have seen it in Ireland and know what it means, and that it is only as a last emergency that it should be used. If soldiers and sailors come out, they do not come to play with people or to hit them with batons. They come out on business, and their weapons are rifles, with full cartridges, and bayonets, and they come out to shoot if called on by the civil power to do so. Some people seem to regard the military as bloodthirsty, and think we like this work. We do not. We hate it. We do not want to shoot anybody, except our country's enemies. (423, 1263, 551, 1493)
article-paragraph: Nothing acts so quickly on the cost of living as a serious strike. This has been demonstrated in Wellington al- (284, 1562, 415, 1589)
